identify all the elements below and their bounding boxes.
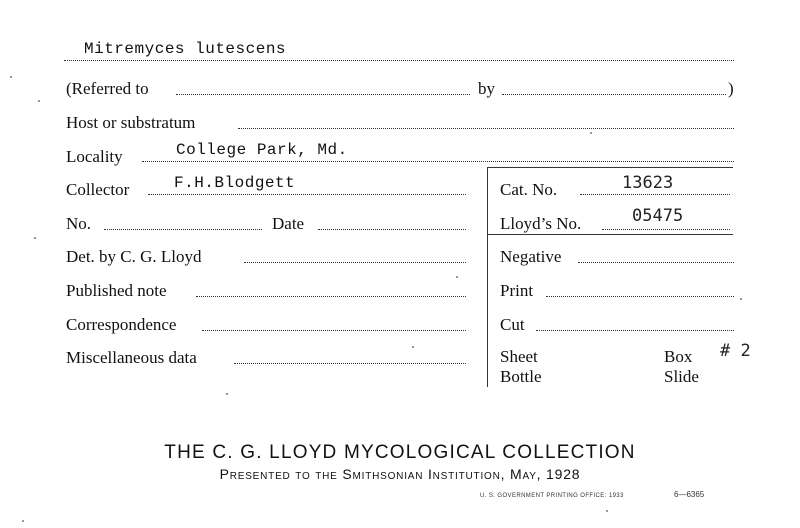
locality-label: Locality xyxy=(66,147,123,166)
cut-label: Cut xyxy=(500,315,525,334)
correspondence-line xyxy=(202,330,466,331)
referred-to-label: (Referred to xyxy=(66,79,149,98)
locality-line xyxy=(142,161,734,162)
lloyds-no-line xyxy=(602,229,730,230)
collector-value: F.H.Blodgett xyxy=(174,174,296,192)
lloyds-no-value: 05475 xyxy=(632,206,684,226)
species-name: Mitremyces lutescens xyxy=(84,40,287,58)
slide-label: Slide xyxy=(664,367,699,386)
species-line xyxy=(64,60,734,61)
scan-speck xyxy=(740,298,742,300)
no-line xyxy=(104,229,262,230)
scan-speck xyxy=(38,100,40,102)
host-label: Host or substratum xyxy=(66,113,196,132)
close-paren: ) xyxy=(728,79,734,98)
box-label: Box xyxy=(664,347,693,366)
scan-speck xyxy=(590,132,592,134)
collection-subtitle: Presented to the Smithsonian Institution, May, 1928 xyxy=(219,466,581,482)
print-label: Print xyxy=(500,281,534,300)
sheet-label: Sheet xyxy=(500,347,538,366)
bottle-label: Bottle xyxy=(500,367,542,386)
cat-no-label: Cat. No. xyxy=(500,180,558,199)
date-line xyxy=(318,229,466,230)
published-note-label: Published note xyxy=(66,281,167,300)
det-by-line xyxy=(244,262,466,263)
lloyds-no-label: Lloyd’s No. xyxy=(500,214,582,233)
cut-line xyxy=(536,330,734,331)
scan-speck xyxy=(22,520,24,522)
det-by-label: Det. by C. G. Lloyd xyxy=(66,247,202,266)
date-label: Date xyxy=(272,214,305,233)
right-column-top-rule xyxy=(487,167,733,168)
misc-data-line xyxy=(234,363,466,364)
by-label: by xyxy=(478,79,495,98)
form-number: 6—6365 xyxy=(674,490,705,499)
box-number-note: # 2 xyxy=(720,341,751,361)
referred-to-line xyxy=(176,94,470,95)
scan-speck xyxy=(456,276,458,278)
no-label: No. xyxy=(66,214,92,233)
misc-data-label: Miscellaneous data xyxy=(66,348,197,367)
scan-speck xyxy=(606,510,608,512)
collection-title: THE C. G. LLOYD MYCOLOGICAL COLLECTION xyxy=(164,442,636,463)
published-note-line xyxy=(196,296,466,297)
print-line xyxy=(546,296,734,297)
collector-label: Collector xyxy=(66,180,130,199)
collector-line xyxy=(148,194,466,195)
printing-office-imprint: U. S. GOVERNMENT PRINTING OFFICE: 1933 xyxy=(480,493,624,499)
cat-no-line xyxy=(580,194,730,195)
by-line xyxy=(502,94,726,95)
locality-value: College Park, Md. xyxy=(176,141,348,159)
host-line xyxy=(238,128,734,129)
scan-speck xyxy=(34,237,36,239)
scan-speck xyxy=(226,393,228,395)
negative-line xyxy=(578,262,734,263)
right-column-divider xyxy=(487,167,488,387)
correspondence-label: Correspondence xyxy=(66,315,177,334)
scan-speck xyxy=(412,346,414,348)
scan-speck xyxy=(10,76,12,78)
right-column-mid-rule xyxy=(487,234,733,235)
negative-label: Negative xyxy=(500,247,562,266)
cat-no-value: 13623 xyxy=(622,173,674,193)
